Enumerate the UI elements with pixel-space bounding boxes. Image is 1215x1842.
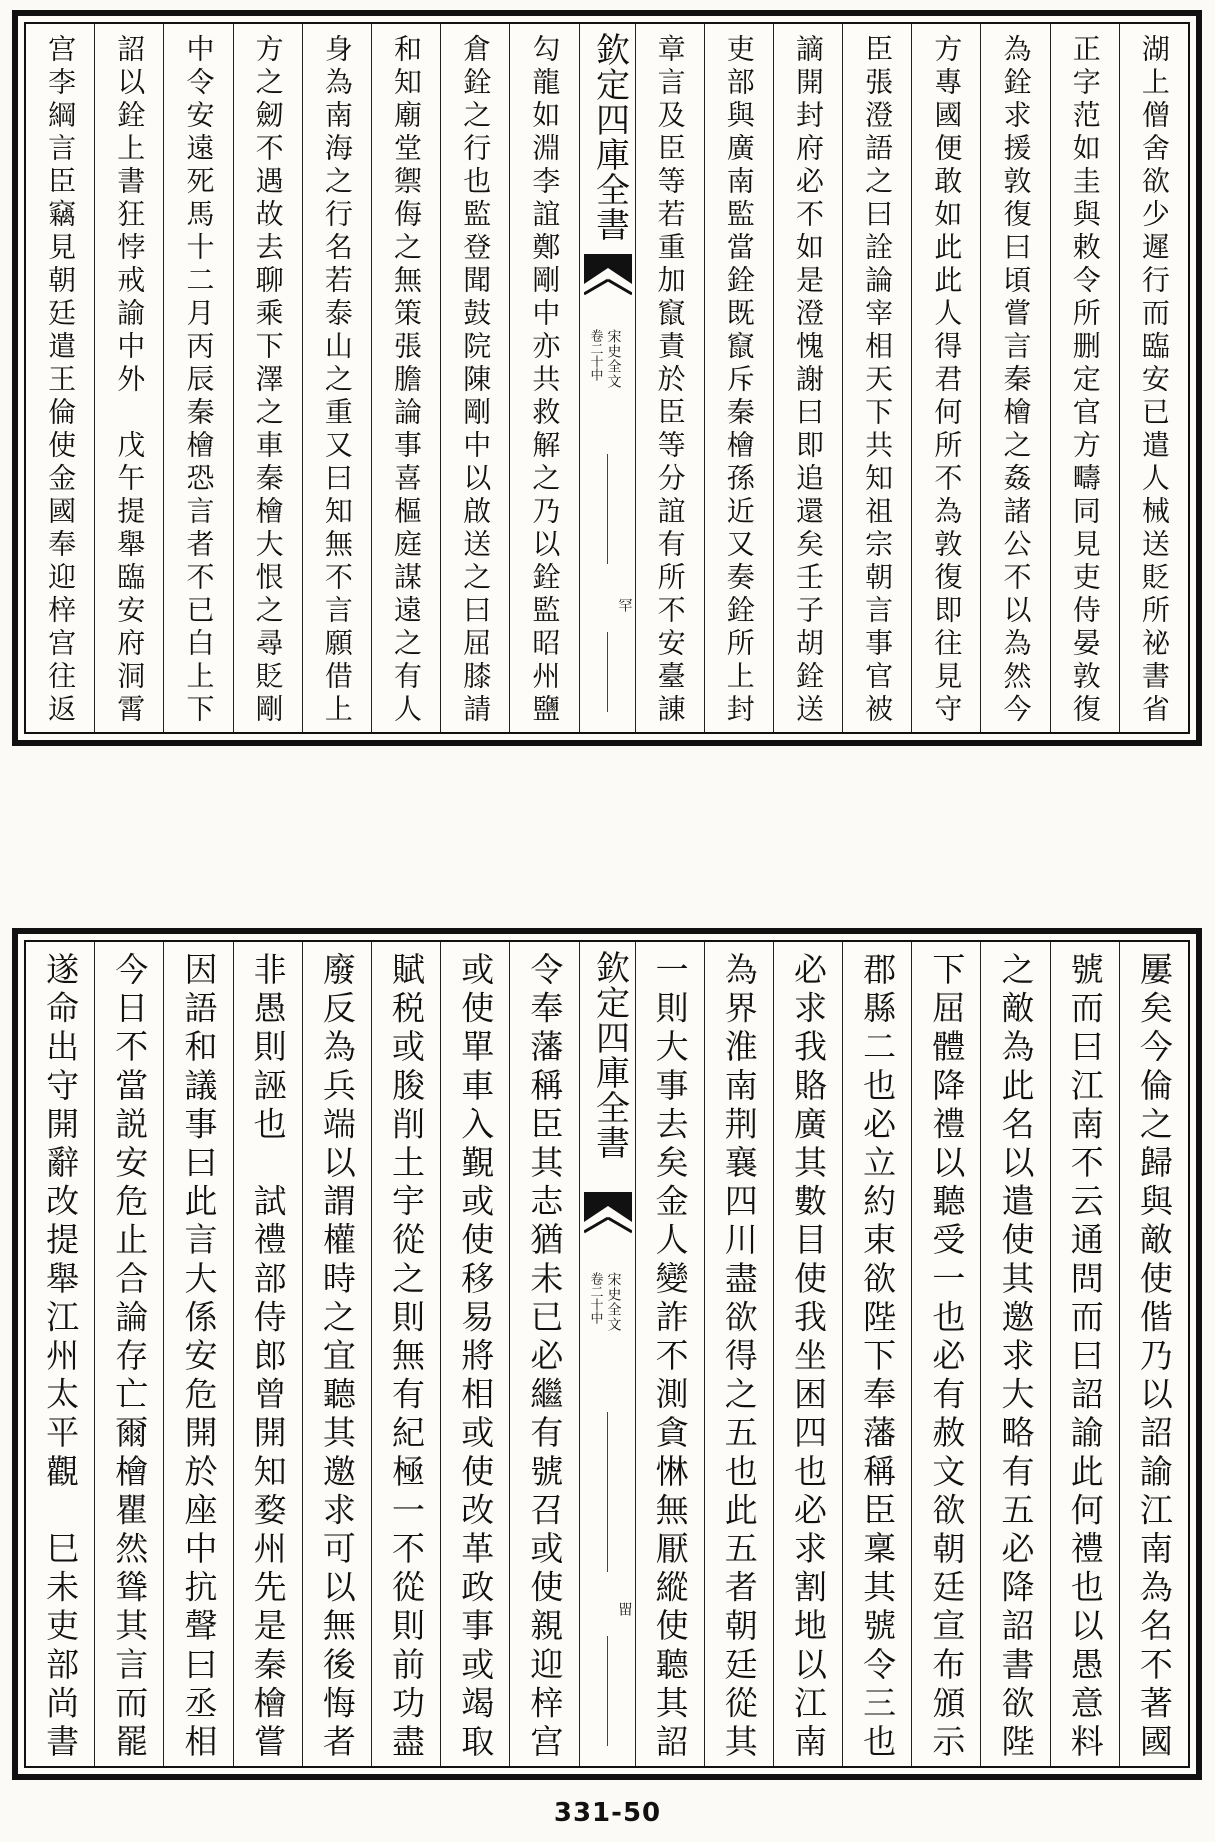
volume-label: 卷二十中: [587, 1272, 603, 1324]
text-column: 湖上僧舍欲少遲行而臨安已遣人械送貶所祕書省: [1119, 24, 1188, 732]
text-column: 今日不當説安危止合論存亡爾檜瞿然聳其言而罷: [94, 942, 163, 1766]
text-column: 為銓求援敦復曰頃嘗言秦檜之姦諸公不以為然今: [980, 24, 1049, 732]
book-subtitle: 宋史全文: [605, 329, 622, 389]
center-fold: [579, 24, 635, 732]
text-column: 方之劒不遇故去聊乘下澤之車秦檜大恨之尋貶剛: [233, 24, 302, 732]
text-column: 廢反為兵端以謂權時之宜聽其邀求可以無後悔者: [302, 942, 371, 1766]
text-column: 正字范如圭與敕令所删定官方疇同見吏侍晏敦復: [1050, 24, 1119, 732]
fish-tail-mark-icon: [584, 1192, 632, 1248]
text-column: 之敵為此名以遣使其邀求大略有五必降詔書欲陛: [980, 942, 1049, 1766]
text-column: 號而曰江南不云通問而曰詔諭此何禮也以愚意料: [1050, 942, 1119, 1766]
text-column: 詔以銓上書狂悖戒諭中外 戊午提舉臨安府洞霄: [94, 24, 163, 732]
book-title: 欽定四庫全書: [589, 32, 630, 242]
top-page-frame: [12, 10, 1202, 746]
text-column: 身為南海之行名若泰山之重又曰知無不言願借上: [302, 24, 371, 732]
text-column: 必求我賂廣其數目使我坐困四也必求割地以江南: [773, 942, 842, 1766]
text-column: 宫李綱言臣竊見朝廷遣王倫使金國奉迎梓宫往返: [44, 34, 78, 727]
center-fold: [579, 942, 635, 1766]
text-column: 和知廟堂禦侮之無策張膽論事喜樞庭謀遠之有人: [371, 24, 440, 732]
leaf-number: 罕: [616, 598, 633, 612]
book-subtitle: 宋史全文: [605, 1272, 622, 1332]
text-column: 倉銓之行也監登聞鼓院陳剛中以啟送之曰屈膝請: [440, 24, 509, 732]
text-column: 吏部與廣南監當銓既竄斥秦檜孫近又奏銓所上封: [704, 24, 773, 732]
text-column: 非愚則誣也 試禮部侍郎曾開知婺州先是秦檜嘗: [233, 942, 302, 1766]
text-column: 方專國便敢如此此人得君何所不為敦復即往見守: [911, 24, 980, 732]
text-column: 因語和議事曰此言大係安危開於座中抗聲曰丞相: [163, 942, 232, 1766]
book-title: 欽定四庫全書: [589, 950, 630, 1160]
volume-label: 卷二十中: [587, 329, 603, 381]
text-column: 臣張澄語之曰詮論宰相天下共知祖宗朝言事官被: [842, 24, 911, 732]
text-column: 下屈體降禮以聽受一也必有赦文欲朝廷宣布頒示: [911, 942, 980, 1766]
text-column: 郡縣二也必立約束欲陛下奉藩稱臣稟其號令三也: [842, 942, 911, 1766]
text-column: 遂命出守開辭改提舉江州太平觀 巳未吏部尚書: [41, 952, 81, 1763]
text-column: 為界淮南荆襄四川盡欲得之五也此五者朝廷從其: [704, 942, 773, 1766]
text-column: 屢矣今倫之歸與敵使偕乃以詔諭江南為名不著國: [1119, 942, 1188, 1766]
text-column: 章言及臣等若重加竄責於臣等分誼有所不安臺諌: [635, 24, 704, 732]
fish-tail-mark-icon: [584, 254, 632, 310]
text-column: 謫開封府必不如是澄愧謝曰即追還矣壬子胡銓送: [773, 24, 842, 732]
text-column: 中令安遠死馬十二月丙辰秦檜恐言者不已白上下: [163, 24, 232, 732]
text-column: 令奉藩稱臣其志猶未已必繼有號召或使親迎梓宫: [509, 942, 578, 1766]
text-column: 或使單車入覲或使移易將相或使改革政事或竭取: [440, 942, 509, 1766]
text-column: 勾龍如淵李誼鄭剛中亦共救解之乃以銓監昭州鹽: [509, 24, 578, 732]
leaf-number: 㽞: [616, 1602, 633, 1616]
page-number: 331-50: [553, 1798, 662, 1828]
text-column: 賦税或朘削土宇從之則無有紀極一不從則前功盡: [371, 942, 440, 1766]
text-column: 一則大事去矣金人變詐不測貪惏無厭縱使聽其詔: [635, 942, 704, 1766]
bottom-page-frame: [12, 928, 1202, 1780]
